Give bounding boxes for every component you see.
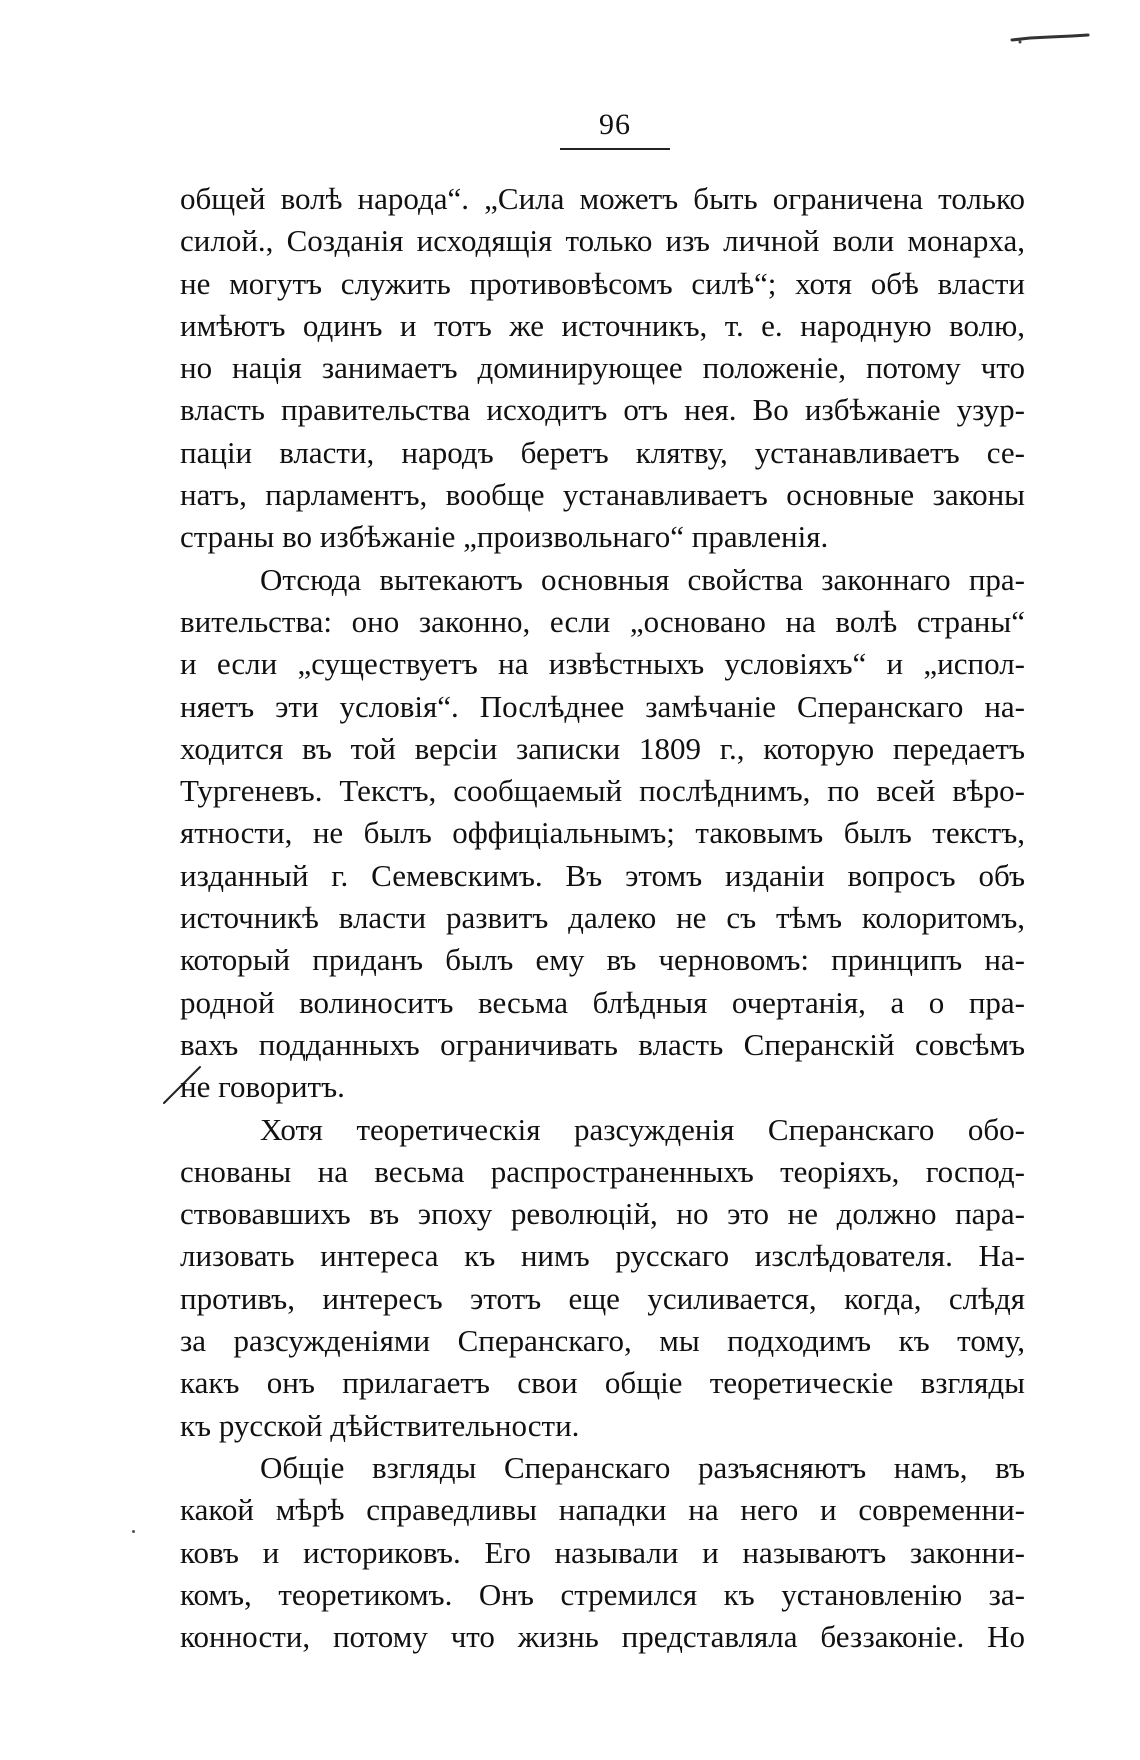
text-line: къ русской дѣйствительности. bbox=[180, 1407, 580, 1443]
text-line: общей волѣ народа“. „Сила можетъ быть ограничена только bbox=[180, 181, 1025, 216]
text-line: силой., Созданія исходящія только изъ личной воли монарха, bbox=[180, 223, 1025, 259]
paragraph-3 bbox=[180, 1109, 1025, 1447]
text-line: Хотя теоретическія разсужденія Сперанскаго обо- bbox=[260, 1111, 1025, 1147]
text-line: ствовавшихъ въ эпоху революцій, но это не должно пара- bbox=[180, 1196, 1025, 1232]
text-line: комъ, теоретикомъ. Онъ стремился къ установленію за- bbox=[180, 1576, 1025, 1612]
text-line: власть правительства исходитъ отъ нея. Во избѣжаніе узур- bbox=[180, 392, 1025, 428]
text-line: который приданъ былъ ему въ черновомъ: принципъ на- bbox=[180, 942, 1025, 978]
text-line: какой мѣрѣ справедливы нападки на него и современни- bbox=[180, 1492, 1025, 1528]
text-line: изданный г. Семевскимъ. Въ этомъ изданіи вопросъ объ bbox=[180, 857, 1025, 893]
text-line: ковъ и историковъ. Его называли и называютъ законни- bbox=[180, 1534, 1025, 1570]
text-line: родной волиноситъ весьма блѣдныя очертанія, а о пра- bbox=[180, 984, 1025, 1020]
text-line: но нація занимаетъ доминирующее положеніе, потому что bbox=[180, 350, 1025, 386]
page-number-rule bbox=[560, 148, 670, 150]
text-line: не говоритъ. bbox=[180, 1069, 345, 1105]
text-line: паціи власти, народъ беретъ клятву, устанавливаетъ се- bbox=[180, 434, 1025, 470]
text-line: не могутъ служить противовѣсомъ силѣ“; хотя обѣ власти bbox=[180, 265, 1025, 301]
text-line: противъ, интересъ этотъ еще усиливается, когда, слѣдя bbox=[180, 1280, 1025, 1316]
text-line: снованы на весьма распространенныхъ теоріяхъ, господ- bbox=[180, 1153, 1025, 1189]
body-text bbox=[180, 178, 1025, 1658]
text-line: страны во избѣжаніе „произвольнаго“ правленія. bbox=[180, 519, 829, 555]
text-line: Тургеневъ. Текстъ, сообщаемый послѣднимъ, по всей вѣро- bbox=[180, 773, 1025, 809]
page-number: 96 bbox=[599, 108, 631, 141]
text-line: конности, потому что жизнь представляла беззаконіе. Но bbox=[180, 1619, 1025, 1655]
scan-speck bbox=[132, 1530, 135, 1533]
scan-smudge-mark bbox=[1010, 30, 1090, 46]
paragraph-4 bbox=[180, 1447, 1025, 1658]
text-line: натъ, парламентъ, вообще устанавливаетъ основные законы bbox=[180, 477, 1025, 513]
text-line: какъ онъ прилагаетъ свои общіе теоретическіе взгляды bbox=[180, 1365, 1025, 1401]
text-line: и если „существуетъ на извѣстныхъ условіяхъ“ и „испол- bbox=[180, 646, 1025, 682]
text-line: лизовать интереса къ нимъ русскаго изслѣдователя. На- bbox=[180, 1238, 1025, 1274]
text-line: имѣютъ одинъ и тотъ же источникъ, т. е. народную волю, bbox=[180, 307, 1025, 343]
text-line: вахъ подданныхъ ограничивать власть Сперанскій совсѣмъ bbox=[180, 1026, 1025, 1062]
text-line: няетъ эти условія“. Послѣднее замѣчаніе Сперанскаго на- bbox=[180, 688, 1025, 724]
text-line: вительства: оно законно, если „основано на волѣ страны“ bbox=[180, 603, 1025, 639]
text-line: Общіе взгляды Сперанскаго разъясняютъ намъ, въ bbox=[260, 1449, 1025, 1485]
text-line: ходится въ той версіи записки 1809 г., которую передаетъ bbox=[180, 730, 1025, 766]
text-line: Отсюда вытекаютъ основныя свойства законнаго пра- bbox=[260, 561, 1025, 597]
text-line: за разсужденіями Сперанскаго, мы подходимъ къ тому, bbox=[180, 1323, 1025, 1359]
text-line: источникѣ власти развитъ далеко не съ тѣмъ колоритомъ, bbox=[180, 900, 1025, 936]
text-line: ятности, не былъ оффиціальнымъ; таковымъ былъ текстъ, bbox=[180, 815, 1025, 851]
paragraph-2 bbox=[180, 559, 1025, 1109]
paragraph-1 bbox=[180, 178, 1025, 559]
